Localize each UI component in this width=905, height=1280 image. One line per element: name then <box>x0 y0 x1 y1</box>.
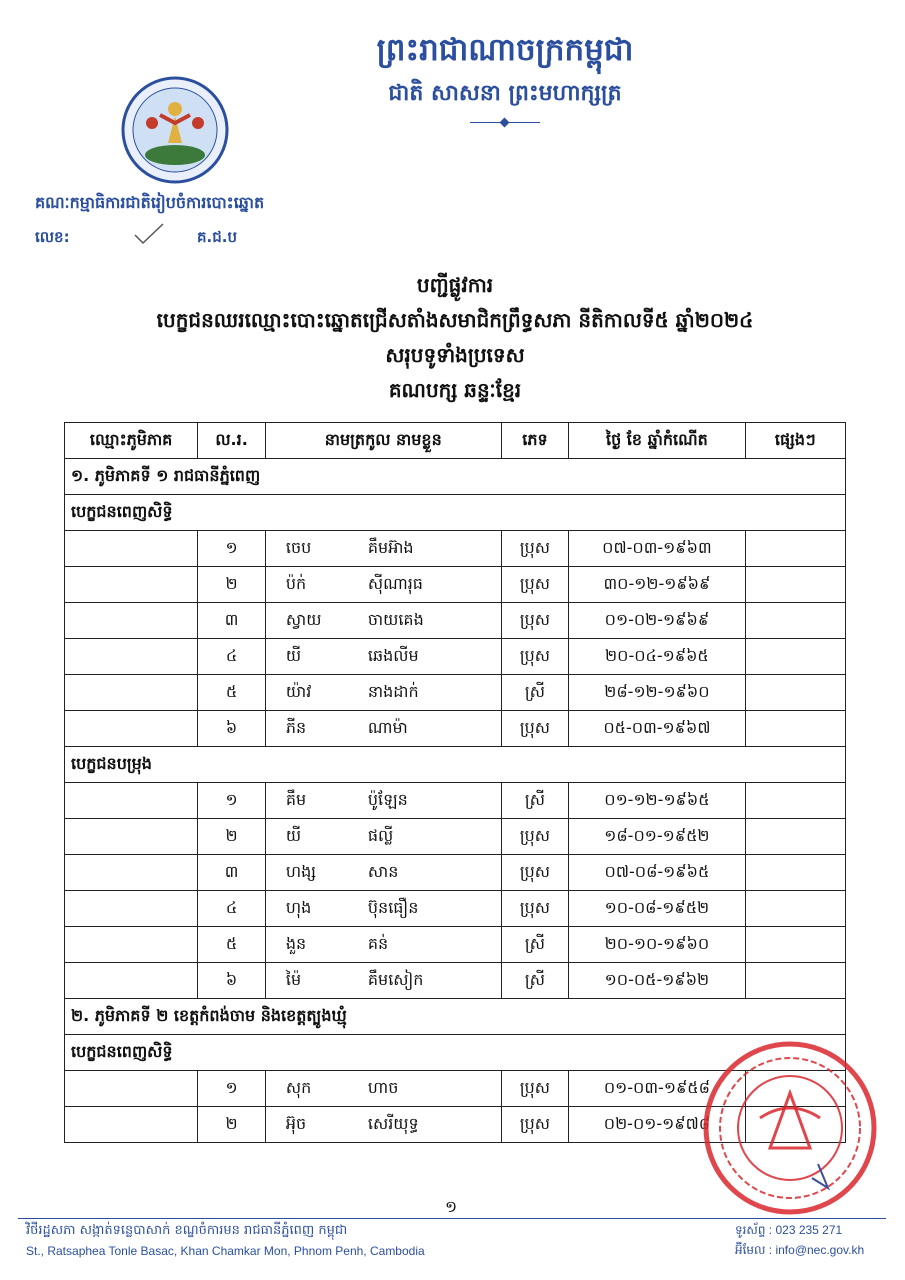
group-row <box>65 747 846 783</box>
given-name: គឹមអ៊ាង <box>367 537 414 557</box>
family-name: ម៉ៃ <box>285 969 302 989</box>
number-cell: ៣ <box>198 603 266 639</box>
header-name: នាមត្រកូល នាមខ្លួន <box>265 423 501 459</box>
number-cell: ២ <box>198 567 266 603</box>
page-number: ១ <box>445 1197 458 1216</box>
family-name: ហុង <box>285 897 312 917</box>
region-cell <box>65 639 198 675</box>
check-mark-icon <box>133 222 165 246</box>
number-cell: ១ <box>198 783 266 819</box>
table-row <box>65 927 846 963</box>
family-name: ប៉ក់ <box>285 573 307 593</box>
family-name: ភីន <box>285 717 307 737</box>
family-name: ហង្ស <box>285 861 317 881</box>
dob-cell: ២០-០៤-១៩៦៥ <box>569 639 745 675</box>
given-name: សេរីយុទ្ធ <box>367 1113 419 1133</box>
number-cell: ៣ <box>198 855 266 891</box>
dob-cell: ១០-០៥-១៩៦២ <box>569 963 745 999</box>
region-cell <box>65 927 198 963</box>
section-title: ១. ភូមិភាគទី ១ រាជធានីភ្នំពេញ <box>65 459 846 495</box>
table-row <box>65 783 846 819</box>
region-cell <box>65 1071 198 1107</box>
given-name: ស៊ីណារុធ <box>367 573 423 593</box>
nec-logo <box>120 75 230 185</box>
email-address: អ៊ីមែល : info@nec.gov.kh <box>735 1243 865 1257</box>
region-cell <box>65 711 198 747</box>
candidate-table <box>64 422 846 1143</box>
table-row <box>65 531 846 567</box>
header-number: ល.រ. <box>198 423 266 459</box>
given-name: សាន <box>367 861 399 881</box>
address-khmer: វិថីរដ្ឋសភា សង្កាត់ទន្លេបាសាក់ ខណ្ឌចំការមន រាជធានីភ្នំពេញ កម្ពុជា <box>26 1223 348 1238</box>
region-cell <box>65 891 198 927</box>
given-name: គឹមសៀក <box>367 969 424 989</box>
region-cell <box>65 855 198 891</box>
family-name: គឹម <box>285 789 307 809</box>
sex-cell: ប្រុស <box>501 1071 569 1107</box>
number-cell: ៦ <box>198 711 266 747</box>
other-cell <box>745 891 845 927</box>
table-row <box>65 963 846 999</box>
table-header-row <box>65 423 846 459</box>
group-label: បេក្ខជនពេញសិទ្ធិ <box>65 1035 846 1071</box>
sex-cell: ប្រុស <box>501 855 569 891</box>
number-cell: ១ <box>198 1071 266 1107</box>
region-cell <box>65 531 198 567</box>
family-name: យ៉ាវ <box>285 681 312 701</box>
dob-cell: ២៨-១២-១៩៦០ <box>569 675 745 711</box>
table-row <box>65 891 846 927</box>
document-title <box>60 268 850 408</box>
kingdom-title: ព្រះរាជាណាចក្រកម្ពុជា <box>376 32 634 68</box>
reference-code: គ.ជ.ប <box>197 228 237 246</box>
name-cell <box>265 891 501 927</box>
name-cell <box>265 963 501 999</box>
dob-cell: ០១-០៣-១៩៥៨ <box>569 1071 745 1107</box>
given-name: ឆេងលីម <box>367 645 419 665</box>
table-row <box>65 639 846 675</box>
name-cell <box>265 783 501 819</box>
dob-cell: ០១-១២-១៩៦៥ <box>569 783 745 819</box>
table-row <box>65 855 846 891</box>
family-name: ងួន <box>285 933 307 953</box>
region-cell <box>65 963 198 999</box>
title-line-2: បេក្ខជនឈរឈ្មោះបោះឆ្នោតជ្រើសតាំងសមាជិកព្រឹទ្ធសភា នីតិកាលទី៥ ឆ្នាំ២០២៤ <box>156 308 754 332</box>
official-seal-icon <box>700 1038 880 1218</box>
table-row <box>65 675 846 711</box>
given-name: គន់ <box>367 933 389 953</box>
number-cell: ៤ <box>198 639 266 675</box>
family-name: ស្វាយ <box>285 609 322 629</box>
footer-divider <box>18 1218 886 1219</box>
table-row <box>65 603 846 639</box>
number-cell: ៥ <box>198 927 266 963</box>
section-row <box>65 999 846 1035</box>
number-cell: ២ <box>198 819 266 855</box>
sex-cell: ប្រុស <box>501 1107 569 1143</box>
sex-cell: ប្រុស <box>501 639 569 675</box>
dob-cell: ០២-០១-១៩៧៨ <box>569 1107 745 1143</box>
sex-cell: ប្រុស <box>501 819 569 855</box>
number-cell: ៦ <box>198 963 266 999</box>
name-cell <box>265 819 501 855</box>
number-cell: ១ <box>198 531 266 567</box>
given-name: ចាយគេង <box>367 609 424 629</box>
family-name: ចេប <box>285 537 312 557</box>
name-cell <box>265 1071 501 1107</box>
title-line-1: បញ្ជីផ្លូវការ <box>416 273 494 297</box>
name-cell <box>265 927 501 963</box>
header-other: ផ្សេងៗ <box>745 423 845 459</box>
kingdom-header <box>340 30 670 128</box>
dob-cell: ០៧-០៣-១៩៦៣ <box>569 531 745 567</box>
sex-cell: ប្រុស <box>501 891 569 927</box>
dob-cell: ១០-០៨-១៩៥២ <box>569 891 745 927</box>
name-cell <box>265 603 501 639</box>
region-cell <box>65 783 198 819</box>
group-label: បេក្ខជនពេញសិទ្ធិ <box>65 495 846 531</box>
group-row <box>65 495 846 531</box>
name-cell <box>265 675 501 711</box>
dob-cell: ២០-១០-១៩៦០ <box>569 927 745 963</box>
dob-cell: ០១-០២-១៩៦៩ <box>569 603 745 639</box>
section-row <box>65 459 846 495</box>
family-name: អ៊ុច <box>285 1113 307 1133</box>
other-cell <box>745 531 845 567</box>
name-cell <box>265 567 501 603</box>
family-name: យី <box>285 825 302 845</box>
group-label: បេក្ខជនបម្រុង <box>65 747 846 783</box>
title-line-4: គណបក្ស ឆន្ទៈខ្មែរ <box>388 378 522 402</box>
region-cell <box>65 603 198 639</box>
kingdom-motto: ជាតិ សាសនា ព្រះមហាក្សត្រ <box>388 81 622 106</box>
family-name: សុក <box>285 1077 312 1097</box>
header-region: ឈ្មោះភូមិភាគ <box>65 423 198 459</box>
sex-cell: ប្រុស <box>501 603 569 639</box>
sex-cell: ស្រី <box>501 963 569 999</box>
name-cell <box>265 531 501 567</box>
name-cell <box>265 639 501 675</box>
other-cell <box>745 639 845 675</box>
table-row <box>65 711 846 747</box>
name-cell <box>265 855 501 891</box>
number-cell: ៤ <box>198 891 266 927</box>
dob-cell: ៣០-១២-១៩៦៩ <box>569 567 745 603</box>
name-cell <box>265 1107 501 1143</box>
address-english: St., Ratsaphea Tonle Basac, Khan Chamkar Mon, Phnom Penh, Cambodia <box>26 1244 425 1258</box>
table-row <box>65 819 846 855</box>
section-title: ២. ភូមិភាគទី ២ ខេត្តកំពង់ចាម និងខេត្តត្បូងឃ្មុំ <box>65 999 846 1035</box>
sex-cell: ប្រុស <box>501 567 569 603</box>
dob-cell: ១៨-០១-១៩៥២ <box>569 819 745 855</box>
name-cell <box>265 711 501 747</box>
given-name: ហាច <box>367 1077 399 1097</box>
header-dob: ថ្ងៃ ខែ ឆ្នាំកំណើត <box>569 423 745 459</box>
given-name: ផល្លី <box>367 825 394 845</box>
other-cell <box>745 711 845 747</box>
other-cell <box>745 783 845 819</box>
other-cell <box>745 603 845 639</box>
header-sex: ភេទ <box>501 423 569 459</box>
dob-cell: ០៥-០៣-១៩៦៧ <box>569 711 745 747</box>
other-cell <box>745 927 845 963</box>
ornament-divider <box>470 118 540 128</box>
organization-name: គណៈកម្មាធិការជាតិរៀបចំការបោះឆ្នោត <box>35 193 265 212</box>
sex-cell: ស្រី <box>501 783 569 819</box>
other-cell <box>745 675 845 711</box>
dob-cell: ០៧-០៨-១៩៦៥ <box>569 855 745 891</box>
number-cell: ៥ <box>198 675 266 711</box>
title-line-3: សរុបទូទាំងប្រទេស <box>385 343 525 367</box>
other-cell <box>745 567 845 603</box>
family-name: យី <box>285 645 302 665</box>
region-cell <box>65 675 198 711</box>
region-cell <box>65 567 198 603</box>
other-cell <box>745 855 845 891</box>
region-cell <box>65 819 198 855</box>
region-cell <box>65 1107 198 1143</box>
given-name: ណាម៉ា <box>367 717 408 737</box>
table-row <box>65 567 846 603</box>
given-name: ប៉ូឡែន <box>367 789 408 809</box>
sex-cell: ប្រុស <box>501 711 569 747</box>
given-name: ប៊ុនធឿន <box>367 897 419 917</box>
given-name: នាងដាក់ <box>367 681 419 701</box>
number-cell: ២ <box>198 1107 266 1143</box>
other-cell <box>745 819 845 855</box>
other-cell <box>745 963 845 999</box>
sex-cell: ស្រី <box>501 675 569 711</box>
sex-cell: ប្រុស <box>501 531 569 567</box>
reference-label: លេខ: <box>35 228 70 246</box>
phone-number: ទូរស័ព្ទ : 023 235 271 <box>735 1223 843 1237</box>
sex-cell: ស្រី <box>501 927 569 963</box>
